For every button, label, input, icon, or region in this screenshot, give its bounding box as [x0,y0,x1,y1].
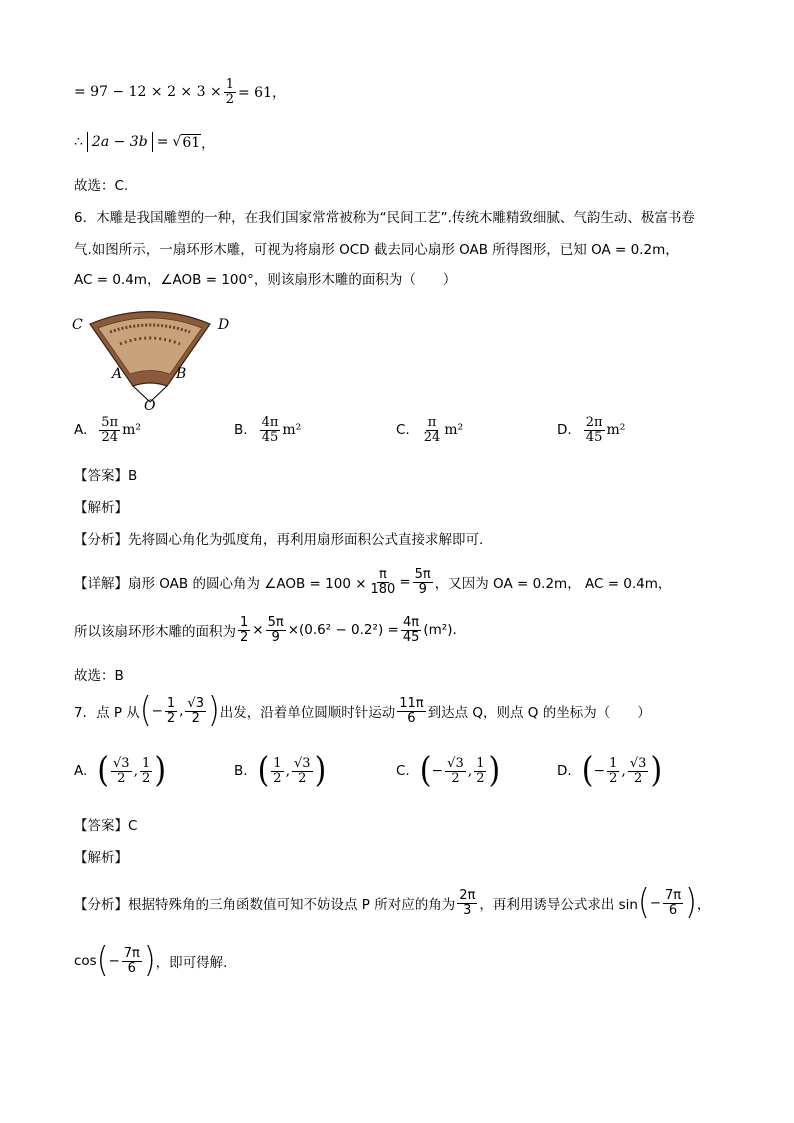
fraction-num: √3 [294,755,311,771]
fraction [99,416,120,444]
calc-text: = 61， [237,85,286,102]
paren-open: ( [581,750,594,791]
neg-sign: − [593,763,606,779]
fraction-den: 9 [271,629,280,645]
fraction [584,416,605,444]
option-letter: B. [234,763,248,779]
fraction [607,757,619,785]
fraction-den: 2 [298,770,307,786]
fraction [445,757,466,785]
fraction [224,78,236,106]
fraction-num: √3 [629,755,647,771]
label-A: A [112,366,123,382]
fraction-den: 2 [191,710,200,726]
detail-text: ×(0.6² − 0.2²) = [287,622,399,639]
q6-xiangjie-1 [74,568,671,596]
paren-open: ( [97,750,110,791]
paren-open: ( [419,750,432,791]
fraction-num: 11π [399,695,424,711]
fraction-den: 2 [166,710,176,726]
fraction [397,697,425,725]
option-letter: D. [557,422,572,439]
cos-label: cos [74,953,97,969]
comma: ， [201,136,215,152]
sector-diagram [70,304,240,414]
q7-fenxi-1: 【分析】根据特殊角的三角函数值可知不妨设点 P 所对应的角为 $\frac{2\pi}{3}$ ，再利用诱导公式求出 sin ( − $\frac{7\pi}{6}$ ) ， [74,882,711,923]
fraction [401,616,422,644]
fraction-num: 2π [459,887,476,903]
fraction-den: 45 [402,629,420,645]
q6-option-a[interactable] [74,416,141,444]
abs-expression: 2a − 3b [87,132,153,152]
option-letter: C. [396,422,410,439]
sqrt-value: 61 [182,134,201,151]
option-letter: A. [74,422,88,439]
unit: m² [444,422,464,439]
fraction-num: 4π [403,615,420,630]
paren-close: ) [650,750,663,791]
equals: = [399,574,411,591]
fraction-den: 2 [609,770,618,786]
option-letter: D. [557,763,572,779]
fraction [369,568,398,596]
fraction-den: 2 [273,770,282,786]
fraction-den: 45 [585,429,603,445]
q6-option-c[interactable] [396,416,463,444]
calc-text: = 97 − 12 × 2 × 3 × [74,84,222,101]
paren-close: ) [685,882,697,923]
analysis-text: ，再利用诱导公式求出 sin [479,897,638,913]
q6-xiangjie-2 [74,616,457,644]
unit: (m²). [423,622,457,639]
fraction-den: 2 [142,770,151,786]
paren-open: ( [96,940,109,981]
fraction [266,616,286,644]
fraction-num: 5π [101,415,119,430]
detail-tag: 【详解】 [74,576,128,593]
fraction-num: 1 [240,615,249,630]
option-letter: C. [396,763,410,779]
fraction [474,757,486,785]
q7-text: 7．点 P 从 [74,705,140,721]
fraction-num: 1 [166,695,176,711]
fraction-den: 24 [101,429,118,445]
paren-close: ) [488,750,501,791]
analysis-text: 【分析】根据特殊角的三角函数值可知不妨设点 P 所对应的角为 [74,897,456,913]
fraction-num: 7π [665,887,682,903]
label-B: B [176,366,187,382]
fraction-num: 1 [225,77,234,92]
q6-jiexi: 【解析】 [74,500,128,516]
fraction-num: √3 [113,755,130,771]
neg-sign: − [431,763,444,779]
detail-text: ，又因为 OA = 0.2m， AC = 0.4m， [434,576,672,593]
fraction-num: π [427,415,437,430]
analysis-text: ，即可得解. [155,955,228,971]
fraction-den: 6 [127,960,136,976]
q6-line-3: AC = 0.4m，∠AOB = 100°，则该扇形木雕的面积为（ ） [74,272,457,288]
fraction-num: 1 [142,755,151,771]
fraction-num: √3 [447,755,464,771]
label-O: O [144,398,156,414]
q6-answer: 【答案】B [74,468,138,484]
fraction-den: 2 [225,91,234,107]
fraction-num: √3 [187,695,204,711]
paren-open: ( [637,882,650,923]
paren-open: ( [257,750,270,791]
calc-line-1 [74,78,286,106]
option-letter: A. [74,763,88,779]
fraction [260,416,281,444]
fraction-num: π [379,567,387,582]
fraction-num: 2π [585,415,603,430]
paren-close: ) [314,750,327,791]
fraction-den: 24 [423,429,441,445]
q6-line-2: 气.如图所示，一扇环形木雕，可视为将扇形 OCD 截去同心扇形 OAB 所得图形，已知 OA = 0.2m， [74,242,679,258]
fraction [422,416,443,444]
fraction-num: 5π [267,615,284,630]
q7-fenxi-2: cos ( − $\frac{7\pi}{6}$ ) ，即可得解. [74,940,228,981]
fraction [238,616,250,644]
fraction-num: 5π [414,567,431,582]
fraction-num: 1 [476,755,485,771]
fraction [413,568,433,596]
unit: m² [122,422,142,439]
q7-option-a[interactable]: A. ( $\frac{√3}{2}$ , $\frac{1}{2}$ ) [74,750,167,791]
fraction [185,697,206,725]
fraction-den: 3 [463,902,472,918]
fraction-den: 2 [476,770,485,786]
paren-close: ) [143,940,156,981]
fraction-den: 2 [634,770,643,786]
fraction-num: 4π [261,415,279,430]
fraction-den: 45 [261,429,279,445]
fraction-den: 9 [418,581,427,597]
q7-option-b[interactable]: B. ( $\frac{1}{2}$ , $\frac{√3}{2}$ ) [234,750,327,791]
sector-figure [70,304,240,414]
unit: m² [606,422,626,439]
fraction [140,757,152,785]
calc-line-2: ∴ 2a − 3b = √ 61 ， [74,134,215,152]
paren-close: ) [154,750,167,791]
paren-close: ) [207,690,220,731]
answer-line-5: 故选：C. [74,178,129,194]
q7-stem: 7．点 P 从 ( − $\frac{1}{2}$ , $\frac{√3}{2}$ ) 出发，沿着单位圆顺时针运动 $\frac{11\pi}{6}$ 到达点 Q，则点 Q 的坐标为（ ） [74,690,651,731]
q7-answer: 【答案】C [74,818,138,834]
label-D: D [218,317,230,333]
fraction [271,757,283,785]
times: × [252,622,264,639]
fraction [111,757,132,785]
fraction [292,757,313,785]
paren-open: ( [139,690,152,731]
fraction-den: 2 [240,629,249,645]
q7-text: 到达点 Q，则点 Q 的坐标为（ ） [427,705,651,721]
fraction-num: 7π [123,945,140,961]
detail-text: 所以该扇环形木雕的面积为 [74,624,236,641]
q7-text: 出发，沿着单位圆顺时针运动 [219,705,396,721]
fraction [663,889,683,917]
fraction-den: 2 [451,770,460,786]
option-letter: B. [234,422,248,439]
fraction [457,889,477,917]
q7-option-d[interactable]: D. ( − $\frac{1}{2}$ , $\frac{√3}{2}$ ) [557,750,663,791]
detail-text: 扇形 OAB 的圆心角为 ∠AOB = 100 × [128,576,367,593]
fraction [628,757,649,785]
fraction-den: 6 [407,710,416,726]
q7-jiexi: 【解析】 [74,850,128,866]
comma: ， [696,897,711,913]
q6-xuan: 故选：B [74,668,124,684]
q6-option-b[interactable] [234,416,301,444]
q6-line-1: 6．木雕是我国雕塑的一种，在我们国家常常被称为“民间工艺”.传统木雕精致细腻、气韵生动、极富书卷 [74,210,695,226]
therefore-symbol: ∴ [74,134,83,150]
fraction-den: 180 [370,581,396,597]
unit: m² [282,422,302,439]
fraction-num: 1 [609,755,618,771]
fraction-den: 2 [117,770,126,786]
label-C: C [72,317,83,333]
q6-option-d[interactable] [557,416,625,444]
equals: = [156,134,169,150]
fraction [122,947,142,975]
q7-option-c[interactable]: C. ( − $\frac{√3}{2}$ , $\frac{1}{2}$ ) [396,750,501,791]
q6-fenxi: 【分析】先将圆心角化为弧度角，再利用扇形面积公式直接求解即可. [74,532,484,548]
fraction [165,697,177,725]
fraction-num: 1 [273,755,282,771]
fraction-den: 6 [668,902,678,918]
